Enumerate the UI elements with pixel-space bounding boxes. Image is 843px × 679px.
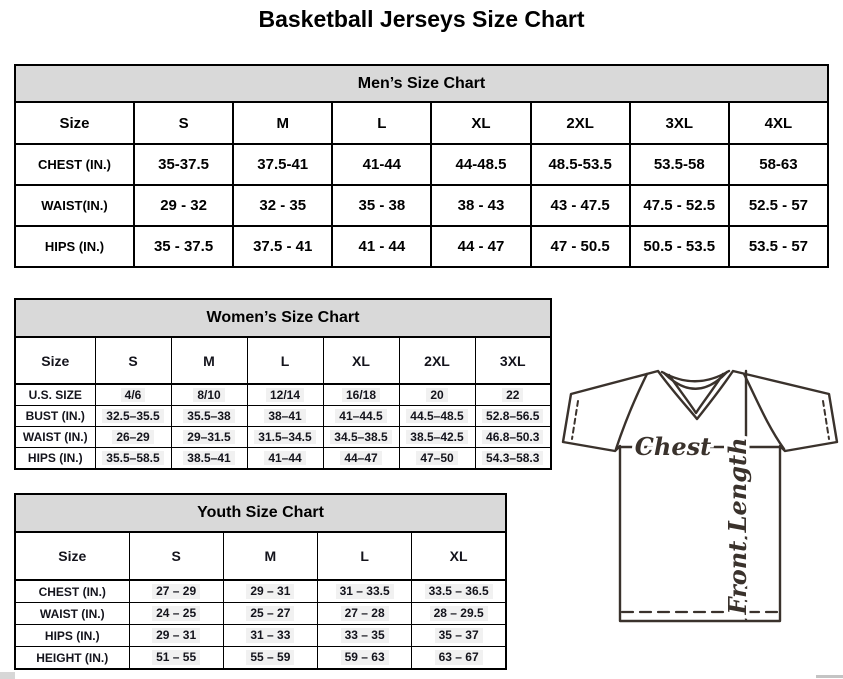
column-header: M xyxy=(223,532,317,580)
column-header: 2XL xyxy=(399,337,475,384)
table-row xyxy=(15,299,551,337)
jersey-diagram xyxy=(558,358,843,638)
column-header: S xyxy=(129,532,223,580)
table-row xyxy=(15,580,506,603)
size-value: 43 - 47.5 xyxy=(531,185,630,226)
table-row xyxy=(15,65,828,102)
row-label: U.S. SIZE xyxy=(15,384,95,406)
youth-chart-title: Youth Size Chart xyxy=(15,494,506,532)
column-header: L xyxy=(247,337,323,384)
size-value xyxy=(475,427,551,448)
size-value-text: 24 – 25 xyxy=(152,606,200,620)
column-header: XL xyxy=(431,102,530,144)
size-value xyxy=(129,625,223,647)
size-value: 41-44 xyxy=(332,144,431,185)
size-value xyxy=(247,448,323,470)
size-value-text: 33 – 35 xyxy=(341,628,389,642)
column-header: Size xyxy=(15,532,129,580)
size-value-text: 29 – 31 xyxy=(152,628,200,642)
size-value xyxy=(399,448,475,470)
corner-artifact-left xyxy=(0,672,15,679)
size-value xyxy=(223,580,317,603)
size-value-text: 51 – 55 xyxy=(152,650,200,664)
size-value-text: 31 – 33.5 xyxy=(336,584,394,598)
size-value-text: 28 – 29.5 xyxy=(430,606,488,620)
size-value-text: 27 – 29 xyxy=(152,584,200,598)
row-label: HIPS (IN.) xyxy=(15,625,129,647)
table-row xyxy=(15,448,551,470)
size-value xyxy=(323,384,399,406)
left-cuff-dashed-line xyxy=(572,401,578,439)
size-value xyxy=(399,384,475,406)
table-row xyxy=(15,625,506,647)
size-value-text: 38.5–42.5 xyxy=(406,430,467,444)
size-value-text: 41–44.5 xyxy=(335,409,386,423)
size-value xyxy=(412,603,506,625)
size-value xyxy=(223,625,317,647)
row-label: HIPS (IN.) xyxy=(15,226,134,267)
size-value-text: 44.5–48.5 xyxy=(406,409,467,423)
size-value: 37.5 - 41 xyxy=(233,226,332,267)
size-value-text: 16/18 xyxy=(342,388,380,402)
size-value-text: 12/14 xyxy=(266,388,304,402)
column-header: S xyxy=(134,102,233,144)
table-row xyxy=(15,603,506,625)
size-value xyxy=(171,384,247,406)
size-value: 35-37.5 xyxy=(134,144,233,185)
size-value: 50.5 - 53.5 xyxy=(630,226,729,267)
size-value xyxy=(412,647,506,670)
size-value-text: 35.5–38 xyxy=(183,409,234,423)
size-value: 35 - 37.5 xyxy=(134,226,233,267)
size-value-text: 8/10 xyxy=(193,388,224,402)
size-value-text: 32.5–35.5 xyxy=(102,409,163,423)
size-value-text: 38.5–41 xyxy=(183,451,234,465)
size-value-text: 33.5 – 36.5 xyxy=(425,584,493,598)
youth-size-chart-table xyxy=(14,493,507,670)
size-value xyxy=(171,427,247,448)
front-length-label: Front Length xyxy=(723,437,752,615)
size-value-text: 59 – 63 xyxy=(341,650,389,664)
size-value xyxy=(95,448,171,470)
column-header: 3XL xyxy=(475,337,551,384)
size-value xyxy=(95,384,171,406)
size-value xyxy=(323,406,399,427)
size-value-text: 52.8–56.5 xyxy=(482,409,543,423)
chest-label: Chest xyxy=(634,432,712,461)
womens-chart-title: Women’s Size Chart xyxy=(15,299,551,337)
column-header: Size xyxy=(15,337,95,384)
column-header: L xyxy=(318,532,412,580)
size-value: 58-63 xyxy=(729,144,828,185)
corner-artifact-right xyxy=(816,675,843,678)
size-value xyxy=(171,448,247,470)
size-value xyxy=(247,427,323,448)
size-value-text: 25 – 27 xyxy=(246,606,294,620)
size-value xyxy=(223,647,317,670)
size-value-text: 26–29 xyxy=(112,430,153,444)
size-value-text: 38–41 xyxy=(264,409,305,423)
row-label: WAIST (IN.) xyxy=(15,427,95,448)
size-value-text: 55 – 59 xyxy=(246,650,294,664)
womens-size-chart-table xyxy=(14,298,552,470)
size-value-text: 4/6 xyxy=(121,388,146,402)
size-value: 35 - 38 xyxy=(332,185,431,226)
size-value xyxy=(475,448,551,470)
size-value xyxy=(412,580,506,603)
table-row xyxy=(15,226,828,267)
size-value xyxy=(247,406,323,427)
size-value: 37.5-41 xyxy=(233,144,332,185)
column-header: 2XL xyxy=(531,102,630,144)
size-value-text: 63 – 67 xyxy=(435,650,483,664)
size-value-text: 22 xyxy=(502,388,523,402)
table-header-row xyxy=(15,337,551,384)
size-value xyxy=(399,406,475,427)
right-cuff-dashed-line xyxy=(823,401,829,439)
row-label: WAIST(IN.) xyxy=(15,185,134,226)
size-value: 32 - 35 xyxy=(233,185,332,226)
size-value-text: 47–50 xyxy=(416,451,457,465)
size-value: 48.5-53.5 xyxy=(531,144,630,185)
column-header: M xyxy=(233,102,332,144)
column-header: XL xyxy=(412,532,506,580)
size-value-text: 35 – 37 xyxy=(435,628,483,642)
size-value-text: 41–44 xyxy=(264,451,305,465)
size-value-text: 35.5–58.5 xyxy=(102,451,163,465)
row-label: CHEST (IN.) xyxy=(15,144,134,185)
column-header: L xyxy=(332,102,431,144)
size-value xyxy=(247,384,323,406)
row-label: BUST (IN.) xyxy=(15,406,95,427)
size-value: 53.5-58 xyxy=(630,144,729,185)
mens-chart-title: Men’s Size Chart xyxy=(15,65,828,102)
size-value xyxy=(318,647,412,670)
size-value xyxy=(129,580,223,603)
table-row xyxy=(15,144,828,185)
column-header: Size xyxy=(15,102,134,144)
page-title: Basketball Jerseys Size Chart xyxy=(258,6,585,32)
column-header: M xyxy=(171,337,247,384)
size-value-text: 54.3–58.3 xyxy=(482,451,543,465)
size-value-text: 46.8–50.3 xyxy=(482,430,543,444)
size-value xyxy=(323,448,399,470)
table-header-row xyxy=(15,532,506,580)
table-row xyxy=(15,494,506,532)
size-value xyxy=(318,603,412,625)
size-value: 47.5 - 52.5 xyxy=(630,185,729,226)
size-value-text: 44–47 xyxy=(340,451,381,465)
column-header: 4XL xyxy=(729,102,828,144)
table-row xyxy=(15,185,828,226)
table-row xyxy=(15,647,506,670)
size-value: 44-48.5 xyxy=(431,144,530,185)
mens-size-chart-table xyxy=(14,64,829,268)
table-row xyxy=(15,427,551,448)
size-value xyxy=(129,647,223,670)
size-value: 47 - 50.5 xyxy=(531,226,630,267)
size-value: 44 - 47 xyxy=(431,226,530,267)
size-value-text: 29–31.5 xyxy=(183,430,234,444)
size-value xyxy=(318,625,412,647)
table-header-row xyxy=(15,102,828,144)
size-value: 41 - 44 xyxy=(332,226,431,267)
size-value xyxy=(318,580,412,603)
column-header: 3XL xyxy=(630,102,729,144)
row-label: HIPS (IN.) xyxy=(15,448,95,470)
size-value xyxy=(412,625,506,647)
size-value-text: 31.5–34.5 xyxy=(254,430,315,444)
table-row xyxy=(15,384,551,406)
row-label: WAIST (IN.) xyxy=(15,603,129,625)
size-value: 53.5 - 57 xyxy=(729,226,828,267)
size-value: 29 - 32 xyxy=(134,185,233,226)
row-label: HEIGHT (IN.) xyxy=(15,647,129,670)
column-header: S xyxy=(95,337,171,384)
row-label: CHEST (IN.) xyxy=(15,580,129,603)
size-value xyxy=(475,406,551,427)
size-value xyxy=(475,384,551,406)
size-value: 38 - 43 xyxy=(431,185,530,226)
size-value xyxy=(171,406,247,427)
size-value xyxy=(399,427,475,448)
size-value-text: 29 – 31 xyxy=(246,584,294,598)
table-row xyxy=(15,406,551,427)
size-value-text: 27 – 28 xyxy=(341,606,389,620)
size-value-text: 20 xyxy=(426,388,447,402)
size-value xyxy=(323,427,399,448)
size-value-text: 34.5–38.5 xyxy=(330,430,391,444)
column-header: XL xyxy=(323,337,399,384)
size-value xyxy=(223,603,317,625)
size-value xyxy=(95,406,171,427)
size-value-text: 31 – 33 xyxy=(246,628,294,642)
size-value xyxy=(95,427,171,448)
size-value: 52.5 - 57 xyxy=(729,185,828,226)
size-value xyxy=(129,603,223,625)
